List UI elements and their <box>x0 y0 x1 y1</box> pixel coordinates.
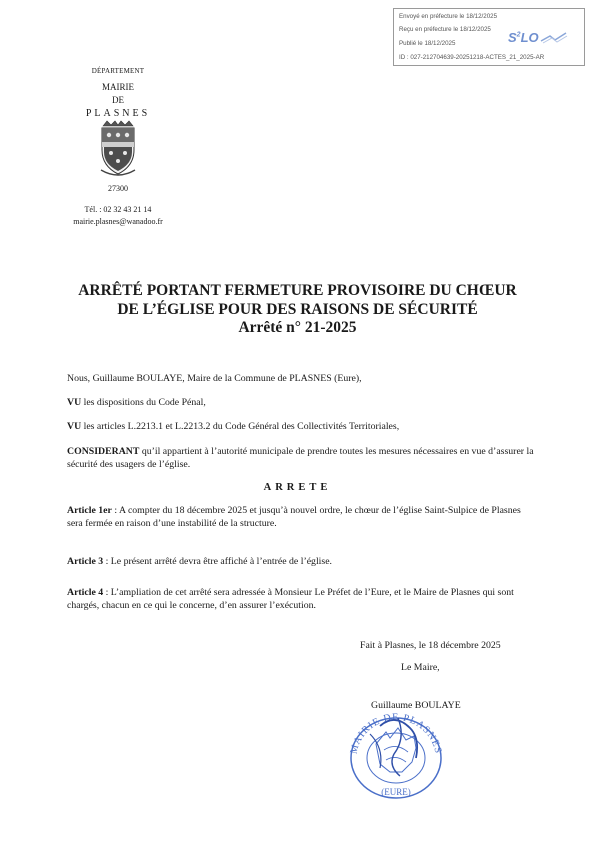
article-label: Article 3 <box>67 556 104 567</box>
article-text: : A compter du 18 décembre 2025 et jusqu’à nouvel ordre, le chœur de l’église Saint-Sulpice de Plasnes sera fermée en raison d’une instabilité de la structure. <box>67 505 521 529</box>
department-label: DÉPARTEMENT <box>91 67 145 75</box>
seal-top-text: MAIRIE DE PLASNES <box>348 711 444 756</box>
s2lo-swoosh-icon <box>540 32 568 44</box>
article-label: Article 1er <box>67 505 112 516</box>
article-1 <box>67 505 537 530</box>
coat-of-arms-icon <box>99 120 137 178</box>
decree-number: Arrêté n° 21-2025 <box>238 319 357 336</box>
email-address: mairie.plasnes@wanadoo.fr <box>73 217 163 226</box>
title-line-1: ARRÊTÉ PORTANT FERMETURE PROVISOIRE DU CHŒUR <box>78 282 517 299</box>
mairie-label: MAIRIE <box>102 82 134 92</box>
de-label: DE <box>112 95 124 105</box>
title-line-2: DE L’ÉGLISE POUR DES RAISONS DE SÉCURITÉ <box>117 301 478 318</box>
considerant-paragraph <box>67 446 537 471</box>
article-label: Article 4 <box>67 587 104 598</box>
seal-bottom-text: (EURE) <box>381 787 411 797</box>
article-text: : L’ampliation de cet arrêté sera adressée à Monsieur Le Préfet de l’Eure, et le Maire de Plasnes qui sont chargés, chacun en ce qui le concerne, d’en assurer l’exécution. <box>67 587 514 611</box>
article-4 <box>67 587 537 612</box>
considerant-text: qu’il appartient à l’autorité municipale de prendre toutes les mesures nécessaires en vue d’assurer la sécurité des usagers de l’église. <box>67 446 534 470</box>
stamp-received: Reçu en préfecture le 18/12/2025 <box>399 26 491 33</box>
vu-text: les dispositions du Code Pénal, <box>81 397 206 408</box>
intro-paragraph: Nous, Guillaume BOULAYE, Maire de la Commune de PLASNES (Eure), <box>67 373 362 384</box>
town-name: PLASNES <box>85 108 151 119</box>
vu-penal-code <box>67 397 537 410</box>
vu-text: les articles L.2213.1 et L.2213.2 du Code Général des Collectivités Territoriales, <box>81 421 400 432</box>
place-and-date: Fait à Plasnes, le 18 décembre 2025 <box>360 640 501 651</box>
vu-label: VU <box>67 421 82 432</box>
article-3 <box>67 556 537 569</box>
considerant-label: CONSIDERANT <box>67 446 140 457</box>
phone-number: Tél. : 02 32 43 21 14 <box>84 205 152 214</box>
stamp-published: Publié le 18/12/2025 <box>399 40 456 47</box>
stamp-id: ID : 027-212704639-20251218-ACTES_21_2025-AR <box>399 54 545 61</box>
mayor-role: Le Maire, <box>401 662 440 673</box>
vu-label: VU <box>67 397 82 408</box>
svg-text:MAIRIE DE PLASNES <box>348 712 443 755</box>
postcode: 27300 <box>108 184 128 193</box>
article-text: : Le présent arrêté devra être affiché à l’entrée de l’église. <box>103 556 333 567</box>
s2lo-logo: $S^2LO$ <box>508 30 539 45</box>
vu-cgct <box>67 421 537 434</box>
stamp-sent: Envoyé en préfecture le 18/12/2025 <box>399 13 498 20</box>
mayor-name: Guillaume BOULAYE <box>371 700 461 711</box>
arrete-heading: ARRETE <box>263 482 332 493</box>
mayor-seal-icon <box>340 708 452 800</box>
